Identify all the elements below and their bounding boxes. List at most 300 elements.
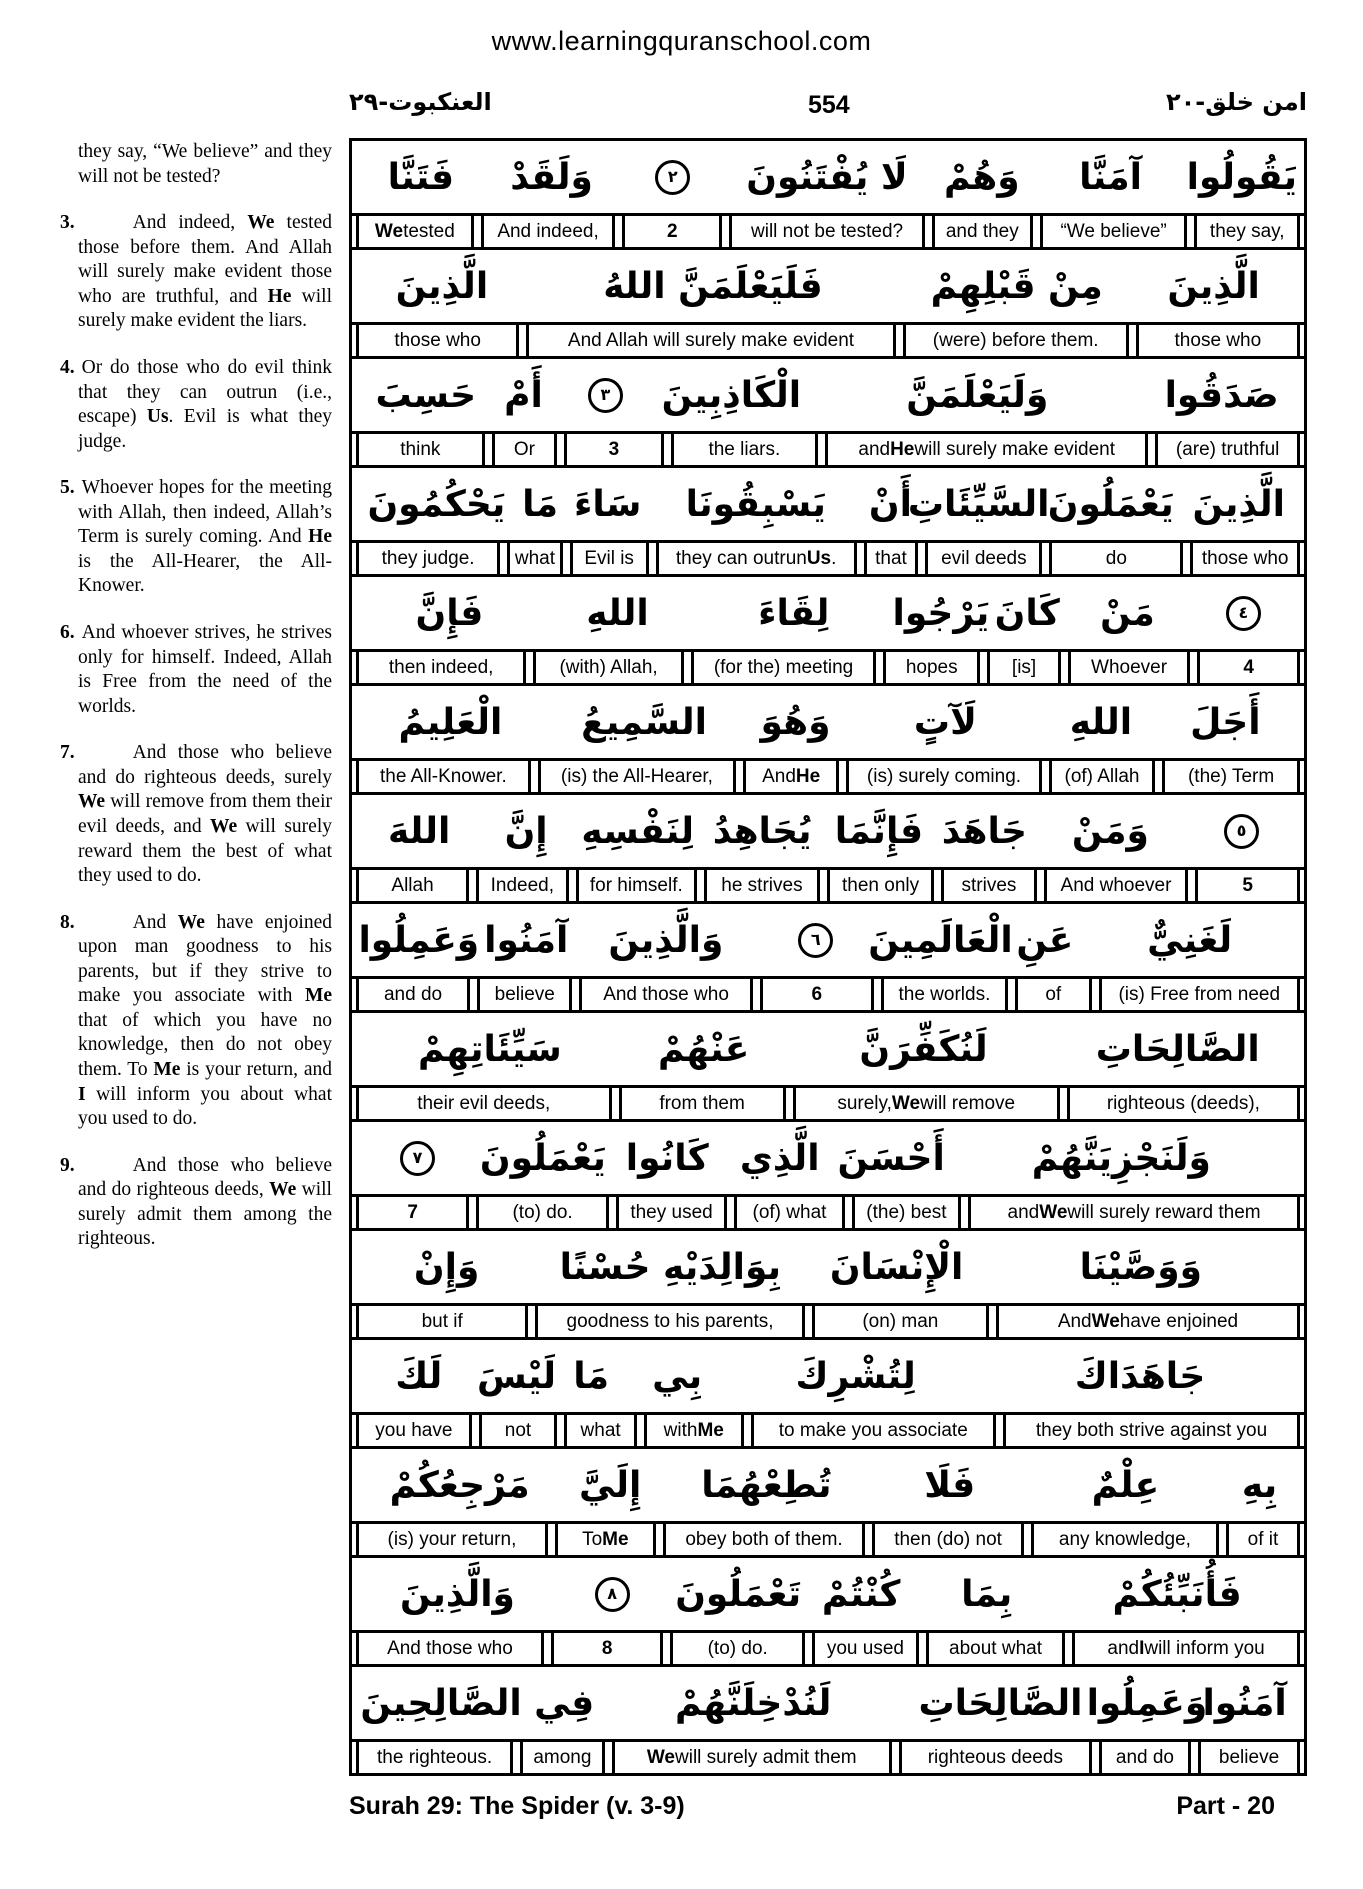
- arabic-word: أَنْ: [868, 483, 912, 525]
- arabic-word-slot: [747, 702, 844, 743]
- arabic-word: وَهُوَ: [760, 701, 831, 743]
- arabic-word: فَإِنَّ: [415, 592, 484, 634]
- ayah-marker-slot: [1187, 814, 1296, 849]
- arabic-word: إِنَّ: [504, 810, 548, 852]
- arabic-word-slot: [696, 593, 891, 634]
- arabic-word-slot: [522, 1683, 606, 1724]
- word-translation-cell: their evil deeds,: [356, 1088, 612, 1119]
- word-translation-cell: (on) man: [812, 1306, 989, 1337]
- arabic-word: صَدَقُوا: [1164, 374, 1279, 416]
- arabic-word-slot: [555, 1356, 627, 1397]
- arabic-word-slot: [724, 157, 930, 198]
- arabic-word-slot: [606, 1683, 900, 1724]
- word-translation-cell: strives: [941, 870, 1036, 901]
- word-translation-cell: And Allah will surely make evident: [526, 325, 895, 356]
- word-translation-cell: then only: [827, 870, 934, 901]
- word-translation-cell: but if: [356, 1306, 528, 1337]
- arabic-word-slot: [492, 375, 556, 416]
- arabic-word-slot: [807, 375, 1147, 416]
- translation-row: [352, 979, 1304, 1013]
- verse-number-circle: ٢: [655, 160, 690, 195]
- arabic-word-slot: [655, 375, 807, 416]
- word-translation-cell: what: [507, 543, 563, 574]
- arabic-word-slot: [844, 702, 1047, 743]
- arabic-word-slot: [669, 1574, 807, 1615]
- arabic-word-slot: [1034, 811, 1187, 852]
- arabic-word-slot: [891, 593, 990, 634]
- word-translation-cell: We will surely admit them: [612, 1742, 892, 1773]
- word-translation-cell: what: [564, 1415, 637, 1446]
- arabic-word: يَقُولُوا: [1186, 156, 1298, 198]
- arabic-word-slot: [1040, 484, 1181, 525]
- footer-surah-title: Surah 29: The Spider (v. 3-9): [349, 1792, 685, 1820]
- word-translation-cell: those who: [356, 325, 519, 356]
- word-translation-cell: (the) best: [852, 1197, 962, 1228]
- arabic-word-slot: [907, 483, 1050, 525]
- arabic-line: [352, 1122, 1304, 1197]
- arabic-word: يُجَاهِدُ: [712, 810, 812, 852]
- word-translation-cell: any knowledge,: [1031, 1524, 1219, 1555]
- arabic-word-slot: [836, 1138, 947, 1179]
- arabic-word-slot: [360, 1465, 559, 1506]
- arabic-line: [352, 1558, 1304, 1633]
- verse-number: 4.: [60, 356, 75, 378]
- arabic-word: مِنْ قَبْلِهِمْ: [930, 265, 1103, 307]
- word-translation-cell: and I will inform you: [1072, 1633, 1300, 1664]
- arabic-word: الَّذِي: [739, 1137, 820, 1179]
- word-translation-cell: with Me: [644, 1415, 744, 1446]
- word-translation-cell: goodness to his parents,: [535, 1306, 804, 1337]
- arabic-word: يَسْبِقُونَا: [685, 483, 826, 525]
- word-translation-cell: they both strive against you: [1003, 1415, 1300, 1446]
- arabic-word-slot: [524, 266, 902, 307]
- arabic-word-slot: [478, 1356, 556, 1397]
- arabic-word: كَانَ: [994, 592, 1060, 634]
- arabic-word: وَإِنْ: [413, 1246, 480, 1288]
- verse-number-cell: 2: [622, 216, 722, 247]
- arabic-word: فَتَنَّا: [387, 156, 455, 198]
- verse-paragraph: [60, 476, 332, 599]
- arabic-word: السَّيِّئَاتِ: [907, 483, 1050, 525]
- arabic-word-slot: [1064, 593, 1191, 634]
- arabic-word-slot: [915, 1574, 1058, 1615]
- word-translation-cell: Evil is: [570, 543, 649, 574]
- arabic-word: وَلَيَعْلَمَنَّ: [906, 374, 1049, 416]
- arabic-line: [352, 250, 1304, 325]
- arabic-word: سَيِّئَاتِهِمْ: [417, 1028, 562, 1070]
- arabic-word: الْكَاذِبِينَ: [661, 374, 802, 416]
- word-translation-cell: (were) before them.: [903, 325, 1129, 356]
- juz-name-arabic: امن خلق-٢٠: [1165, 88, 1307, 116]
- arabic-word: الْعَالَمِينَ: [868, 919, 1013, 961]
- arabic-word: مَنْ: [1100, 592, 1155, 634]
- arabic-line: [352, 141, 1304, 216]
- word-translation-cell: [is]: [987, 652, 1061, 683]
- word-translation-cell: of it: [1226, 1524, 1300, 1555]
- arabic-word: وَالَّذِينَ: [608, 919, 724, 961]
- arabic-word: الصَّالِحَاتِ: [1095, 1028, 1260, 1070]
- arabic-word-slot: [661, 1465, 872, 1506]
- arabic-word-slot: [930, 157, 1033, 198]
- word-translation-cell: that: [864, 543, 919, 574]
- translation-row: [352, 434, 1304, 468]
- word-translation-cell: the righteous.: [356, 1742, 513, 1773]
- word-translation-cell: surely, We will remove: [793, 1088, 1060, 1119]
- arabic-word: فِي: [534, 1682, 595, 1724]
- verse-number: 8.: [60, 911, 75, 933]
- arabic-word: الْعَلِيمُ: [398, 701, 503, 743]
- arabic-word-slot: [539, 593, 696, 634]
- arabic-word-slot: [1223, 1465, 1296, 1506]
- word-translation-cell: and He will surely make evident: [825, 434, 1148, 465]
- arabic-word: اللهَ: [387, 810, 451, 852]
- verse-number-circle: ٣: [588, 378, 623, 413]
- verse-number-cell: 4: [1197, 652, 1300, 683]
- word-translation-cell: about what: [926, 1633, 1065, 1664]
- word-translation-cell: believe: [477, 979, 572, 1010]
- translation-row: [352, 1742, 1304, 1773]
- arabic-line: [352, 1667, 1304, 1742]
- verse-translation-text: And indeed, We tested those before them. And Allah will surely make evident those who are truthful, and He will surely make evident the liars.: [78, 212, 333, 332]
- arabic-word-slot: [1193, 1683, 1296, 1724]
- arabic-word: وَالَّذِينَ: [399, 1573, 515, 1615]
- verse-paragraph: [60, 621, 332, 719]
- arabic-word: مَرْجِعُكُمْ: [389, 1464, 530, 1506]
- word-translation-cell: they judge.: [356, 543, 500, 574]
- word-translation-cell: of: [1015, 979, 1091, 1010]
- arabic-word-slot: [1155, 702, 1296, 743]
- word-translation-cell: Whoever: [1068, 652, 1190, 683]
- arabic-word-slot: [475, 1138, 611, 1179]
- arabic-word-slot: [823, 811, 935, 852]
- arabic-word: بِوَالِدَيْهِ حُسْنًا: [559, 1246, 782, 1288]
- ayah-marker-slot: [622, 160, 724, 195]
- word-translation-cell: We tested: [356, 216, 474, 247]
- word-translation-cell: And He: [743, 761, 839, 792]
- word-translation-cell: To Me: [555, 1524, 656, 1555]
- word-translation-cell: then indeed,: [356, 652, 526, 683]
- verse-paragraph: [60, 211, 332, 334]
- verse-number: 7.: [60, 742, 75, 764]
- word-translation-cell: And those who: [356, 1633, 544, 1664]
- arabic-line: [352, 686, 1304, 761]
- arabic-word: آمَنُوا: [484, 919, 569, 961]
- arabic-word-slot: [360, 1683, 522, 1724]
- verse-paragraph: [60, 140, 332, 189]
- word-translation-cell: And indeed,: [481, 216, 616, 247]
- arabic-word-slot: [1147, 375, 1296, 416]
- ayah-marker-slot: [555, 1577, 669, 1612]
- word-translation-cell: those who: [1136, 325, 1300, 356]
- arabic-word: لِتُشْرِكَ: [795, 1355, 916, 1397]
- arabic-word-slot: [724, 1138, 836, 1179]
- word-translation-cell: to make you associate: [751, 1415, 996, 1446]
- arabic-word: أَمْ: [504, 374, 543, 416]
- verse-translation-text: Or do those who do evil think that they can outrun (i.e., escape) Us. Evil is what they judge.: [78, 356, 332, 452]
- verse-translation-text: And those who believe and do righteous deeds, We will surely admit them among the righteous.: [78, 1154, 332, 1250]
- word-translation-cell: not: [479, 1415, 558, 1446]
- verse-number: 9.: [60, 1154, 75, 1176]
- arabic-word-slot: [986, 1247, 1296, 1288]
- word-translation-cell: (the) Term: [1162, 761, 1300, 792]
- arabic-word: اللهِ: [586, 592, 649, 634]
- arabic-word-slot: [1058, 1574, 1296, 1615]
- arabic-word-slot: [727, 1356, 984, 1397]
- verse-number: 3.: [60, 212, 75, 234]
- arabic-line: [352, 904, 1304, 979]
- translation-row: [352, 216, 1304, 250]
- word-translation-cell: (with) Allah,: [533, 652, 684, 683]
- verse-number-circle: ٦: [798, 923, 833, 958]
- word-translation-cell: he strives: [704, 870, 820, 901]
- arabic-word: الَّذِينَ: [1167, 265, 1260, 307]
- arabic-word: السَّمِيعُ: [581, 701, 708, 743]
- arabic-word: جَاهَدَ: [941, 810, 1027, 852]
- word-translation-cell: from them: [619, 1088, 786, 1119]
- arabic-word: تَعْمَلُونَ: [675, 1573, 802, 1615]
- word-translation-cell: And those who: [579, 979, 752, 1010]
- word-translation-cell: among: [520, 1742, 604, 1773]
- arabic-word-slot: [513, 484, 568, 525]
- arabic-word-slot: [1028, 1465, 1223, 1506]
- arabic-word-slot: [984, 1356, 1296, 1397]
- word-translation-cell: (is) the All-Hearer,: [538, 761, 736, 792]
- arabic-word-slot: [611, 1138, 724, 1179]
- arabic-word-slot: [807, 1247, 985, 1288]
- word-translation-cell: and do: [1099, 1742, 1191, 1773]
- arabic-word-slot: [1033, 157, 1187, 198]
- arabic-word-slot: [627, 1356, 727, 1397]
- arabic-line: [352, 468, 1304, 543]
- arabic-word: لَا يُفْتَنُونَ: [746, 156, 908, 198]
- arabic-word: كَانُوا: [625, 1137, 709, 1179]
- verse-number-circle: ٤: [1226, 596, 1261, 631]
- translation-row: [352, 543, 1304, 577]
- arabic-word-slot: [360, 266, 524, 307]
- verse-translation-text: And those who believe and do righteous deeds, surely We will remove from them their evil deeds, and We will surely reward them the best of what they used to do.: [78, 742, 332, 887]
- arabic-word-slot: [872, 1465, 1028, 1506]
- arabic-word-slot: [482, 157, 622, 198]
- word-translation-cell: Allah: [356, 870, 469, 901]
- word-translation-cell: the liars.: [671, 434, 819, 465]
- arabic-word: الصَّالِحِينَ: [360, 1682, 522, 1724]
- ayah-marker-slot: [360, 1141, 475, 1176]
- arabic-line: [352, 1231, 1304, 1306]
- arabic-word: وَوَصَّيْنَا: [1079, 1246, 1203, 1288]
- arabic-word-slot: [360, 1247, 533, 1288]
- arabic-word: فَلَا: [924, 1464, 976, 1506]
- arabic-word-slot: [478, 920, 575, 961]
- word-translation-cell: for himself.: [576, 870, 697, 901]
- ayah-marker-slot: [555, 378, 655, 413]
- arabic-word: يَحْكُمُونَ: [367, 483, 506, 525]
- word-translation-cell: And We have enjoined: [996, 1306, 1300, 1337]
- ayah-marker-slot: [1191, 596, 1296, 631]
- word-translation-cell: And whoever: [1044, 870, 1189, 901]
- arabic-word: وَعَمِلُوا: [358, 919, 480, 961]
- word-translation-cell: then (do) not: [872, 1524, 1024, 1555]
- translation-row: [352, 652, 1304, 686]
- word-translation-cell: “We believe”: [1040, 216, 1188, 247]
- verse-number: 6.: [60, 622, 75, 643]
- word-translation-cell: believe: [1198, 1742, 1300, 1773]
- arabic-word-slot: [360, 811, 478, 852]
- verse-paragraph: [60, 1154, 332, 1252]
- arabic-word-slot: [360, 1574, 555, 1615]
- arabic-word-slot: [788, 1029, 1060, 1070]
- word-translation-cell: (are) truthful: [1155, 434, 1300, 465]
- word-by-word-table: [349, 138, 1307, 1776]
- arabic-word: عَنْهُمْ: [658, 1028, 750, 1070]
- arabic-word: كُنْتُمْ: [821, 1573, 901, 1615]
- arabic-word: وَمَنْ: [1071, 810, 1149, 852]
- page-header: [349, 87, 1307, 119]
- word-translation-cell: (to) do.: [476, 1197, 609, 1228]
- arabic-word: أَجَلَ: [1190, 701, 1261, 743]
- verse-paragraph: [60, 741, 332, 888]
- arabic-word-slot: [1083, 920, 1296, 961]
- word-translation-cell: they say,: [1194, 216, 1300, 247]
- translation-row: [352, 870, 1304, 904]
- arabic-word: تُطِعْهُمَا: [701, 1464, 832, 1506]
- arabic-word: الَّذِينَ: [395, 265, 489, 307]
- arabic-word-slot: [533, 1247, 807, 1288]
- arabic-word: أَحْسَنَ: [837, 1137, 945, 1179]
- word-translation-cell: they used: [616, 1197, 727, 1228]
- word-translation-cell: the All-Knower.: [356, 761, 531, 792]
- arabic-word-slot: [701, 811, 822, 852]
- word-translation-cell: think: [356, 434, 485, 465]
- translation-row: [352, 1633, 1304, 1667]
- word-translation-cell: will not be tested?: [729, 216, 925, 247]
- arabic-word-slot: [360, 593, 539, 634]
- arabic-word: يَرْجُوا: [892, 592, 990, 634]
- arabic-word-slot: [620, 1029, 788, 1070]
- page-content: [0, 138, 1363, 1776]
- arabic-word: بِي: [652, 1355, 703, 1397]
- word-translation-cell: hopes: [883, 652, 980, 683]
- translation-column: [60, 138, 332, 1274]
- word-translation-cell: obey both of them.: [663, 1524, 865, 1555]
- arabic-word-slot: [1181, 484, 1296, 525]
- word-translation-cell: you have: [356, 1415, 472, 1446]
- arabic-word: جَاهَدَاكَ: [1074, 1355, 1206, 1397]
- arabic-word-slot: [1188, 157, 1296, 198]
- arabic-line: [352, 577, 1304, 652]
- arabic-word: آمَنَّا: [1079, 156, 1142, 198]
- arabic-word: آمَنُوا: [1202, 1682, 1287, 1724]
- arabic-word-slot: [360, 484, 513, 525]
- arabic-word-slot: [868, 919, 1013, 961]
- word-translation-cell: (of) Allah: [1049, 761, 1155, 792]
- footer-part-number: Part - 20: [1176, 1792, 1275, 1820]
- arabic-word: اللهِ: [1069, 701, 1133, 743]
- verse-number: 5.: [60, 477, 75, 499]
- arabic-word-slot: [567, 484, 648, 525]
- page-footer: [349, 1792, 1307, 1821]
- translation-row: [352, 1415, 1304, 1449]
- arabic-word-slot: [947, 1138, 1296, 1179]
- word-translation-cell: righteous (deeds),: [1067, 1088, 1300, 1119]
- translation-row: [352, 1088, 1304, 1122]
- arabic-word-slot: [990, 593, 1064, 634]
- translation-row: [352, 1197, 1304, 1231]
- word-translation-cell: evil deeds: [925, 543, 1042, 574]
- arabic-word-slot: [1007, 920, 1084, 961]
- word-translation-cell: righteous deeds: [899, 1742, 1092, 1773]
- arabic-word: لِقَاءَ: [758, 592, 830, 634]
- arabic-word-slot: [541, 702, 747, 743]
- translation-row: [352, 325, 1304, 359]
- word-translation-cell: and do: [356, 979, 470, 1010]
- arabic-word-slot: [864, 484, 918, 525]
- word-translation-cell: and they: [932, 216, 1033, 247]
- arabic-word-slot: [574, 811, 702, 852]
- word-translation-cell: and We will surely reward them: [968, 1197, 1300, 1228]
- arabic-word-slot: [807, 1574, 915, 1615]
- arabic-word: فَأُنَبِّئُكُمْ: [1112, 1573, 1242, 1615]
- arabic-word: عَنِ: [1016, 919, 1074, 961]
- arabic-word: فَإِنَّمَا: [834, 810, 924, 852]
- word-translation-cell: those who: [1190, 543, 1300, 574]
- arabic-word: لَغَنِيٌّ: [1147, 919, 1233, 961]
- translation-row: [352, 1306, 1304, 1340]
- arabic-word-slot: [1086, 1682, 1208, 1724]
- arabic-word: لَآتٍ: [913, 701, 977, 743]
- arabic-line: [352, 359, 1304, 434]
- verse-paragraph: [60, 356, 332, 454]
- arabic-word: الَّذِينَ: [1192, 483, 1286, 525]
- arabic-word: لَنُكَفِّرَنَّ: [859, 1028, 988, 1070]
- arabic-word-slot: [360, 702, 541, 743]
- arabic-word-slot: [648, 484, 864, 525]
- page-number: 554: [808, 91, 850, 119]
- verse-translation-text: And We have enjoined upon man goodness to his parents, but if they strive to make you associate with Me that of which you have no knowledge, then do not obey them. To Me is your return, and I will inform you about what you used to do.: [78, 911, 332, 1130]
- arabic-word: يَعْمَلُونَ: [479, 1137, 606, 1179]
- arabic-word: بِهِ: [1241, 1464, 1278, 1506]
- word-translation-cell: (is) surely coming.: [846, 761, 1042, 792]
- arabic-word: مَا: [522, 483, 558, 525]
- arabic-line: [352, 795, 1304, 870]
- word-translation-cell: you used: [812, 1633, 919, 1664]
- verse-number-circle: ٨: [595, 1577, 630, 1612]
- arabic-line: [352, 1013, 1304, 1088]
- arabic-word-slot: [360, 157, 482, 198]
- arabic-word: عِلْمٌ: [1091, 1464, 1160, 1506]
- verse-number-cell: 7: [356, 1197, 469, 1228]
- arabic-word: لَكَ: [395, 1355, 443, 1397]
- arabic-word: وَعَمِلُوا: [1086, 1682, 1208, 1724]
- arabic-word: سَاءَ: [574, 483, 642, 525]
- arabic-line: [352, 1340, 1304, 1415]
- arabic-word: لَنُدْخِلَنَّهُمْ: [675, 1682, 832, 1724]
- arabic-line: [352, 1449, 1304, 1524]
- verse-number-cell: 6: [760, 979, 874, 1010]
- arabic-word: فَلَيَعْلَمَنَّ اللهُ: [603, 265, 823, 307]
- verse-number-circle: ٥: [1224, 814, 1259, 849]
- verse-translation-text: Whoever hopes for the meeting with Allah, then indeed, Allah’s Term is surely coming. And He is the All-Hearer, the All-Knower.: [78, 477, 332, 597]
- arabic-word: مَا: [573, 1355, 610, 1397]
- arabic-word-slot: [360, 1029, 620, 1070]
- word-translation-cell: (of) what: [734, 1197, 844, 1228]
- surah-name-arabic: العنكبوت-٢٩: [349, 88, 492, 116]
- arabic-word: الْإِنْسَانَ: [829, 1246, 964, 1288]
- ayah-marker-slot: [757, 923, 875, 958]
- arabic-word-slot: [900, 1683, 1101, 1724]
- word-translation-cell: (is) your return,: [356, 1524, 548, 1555]
- word-translation-cell: they can outrun Us .: [656, 543, 857, 574]
- arabic-word: بِمَا: [961, 1573, 1013, 1615]
